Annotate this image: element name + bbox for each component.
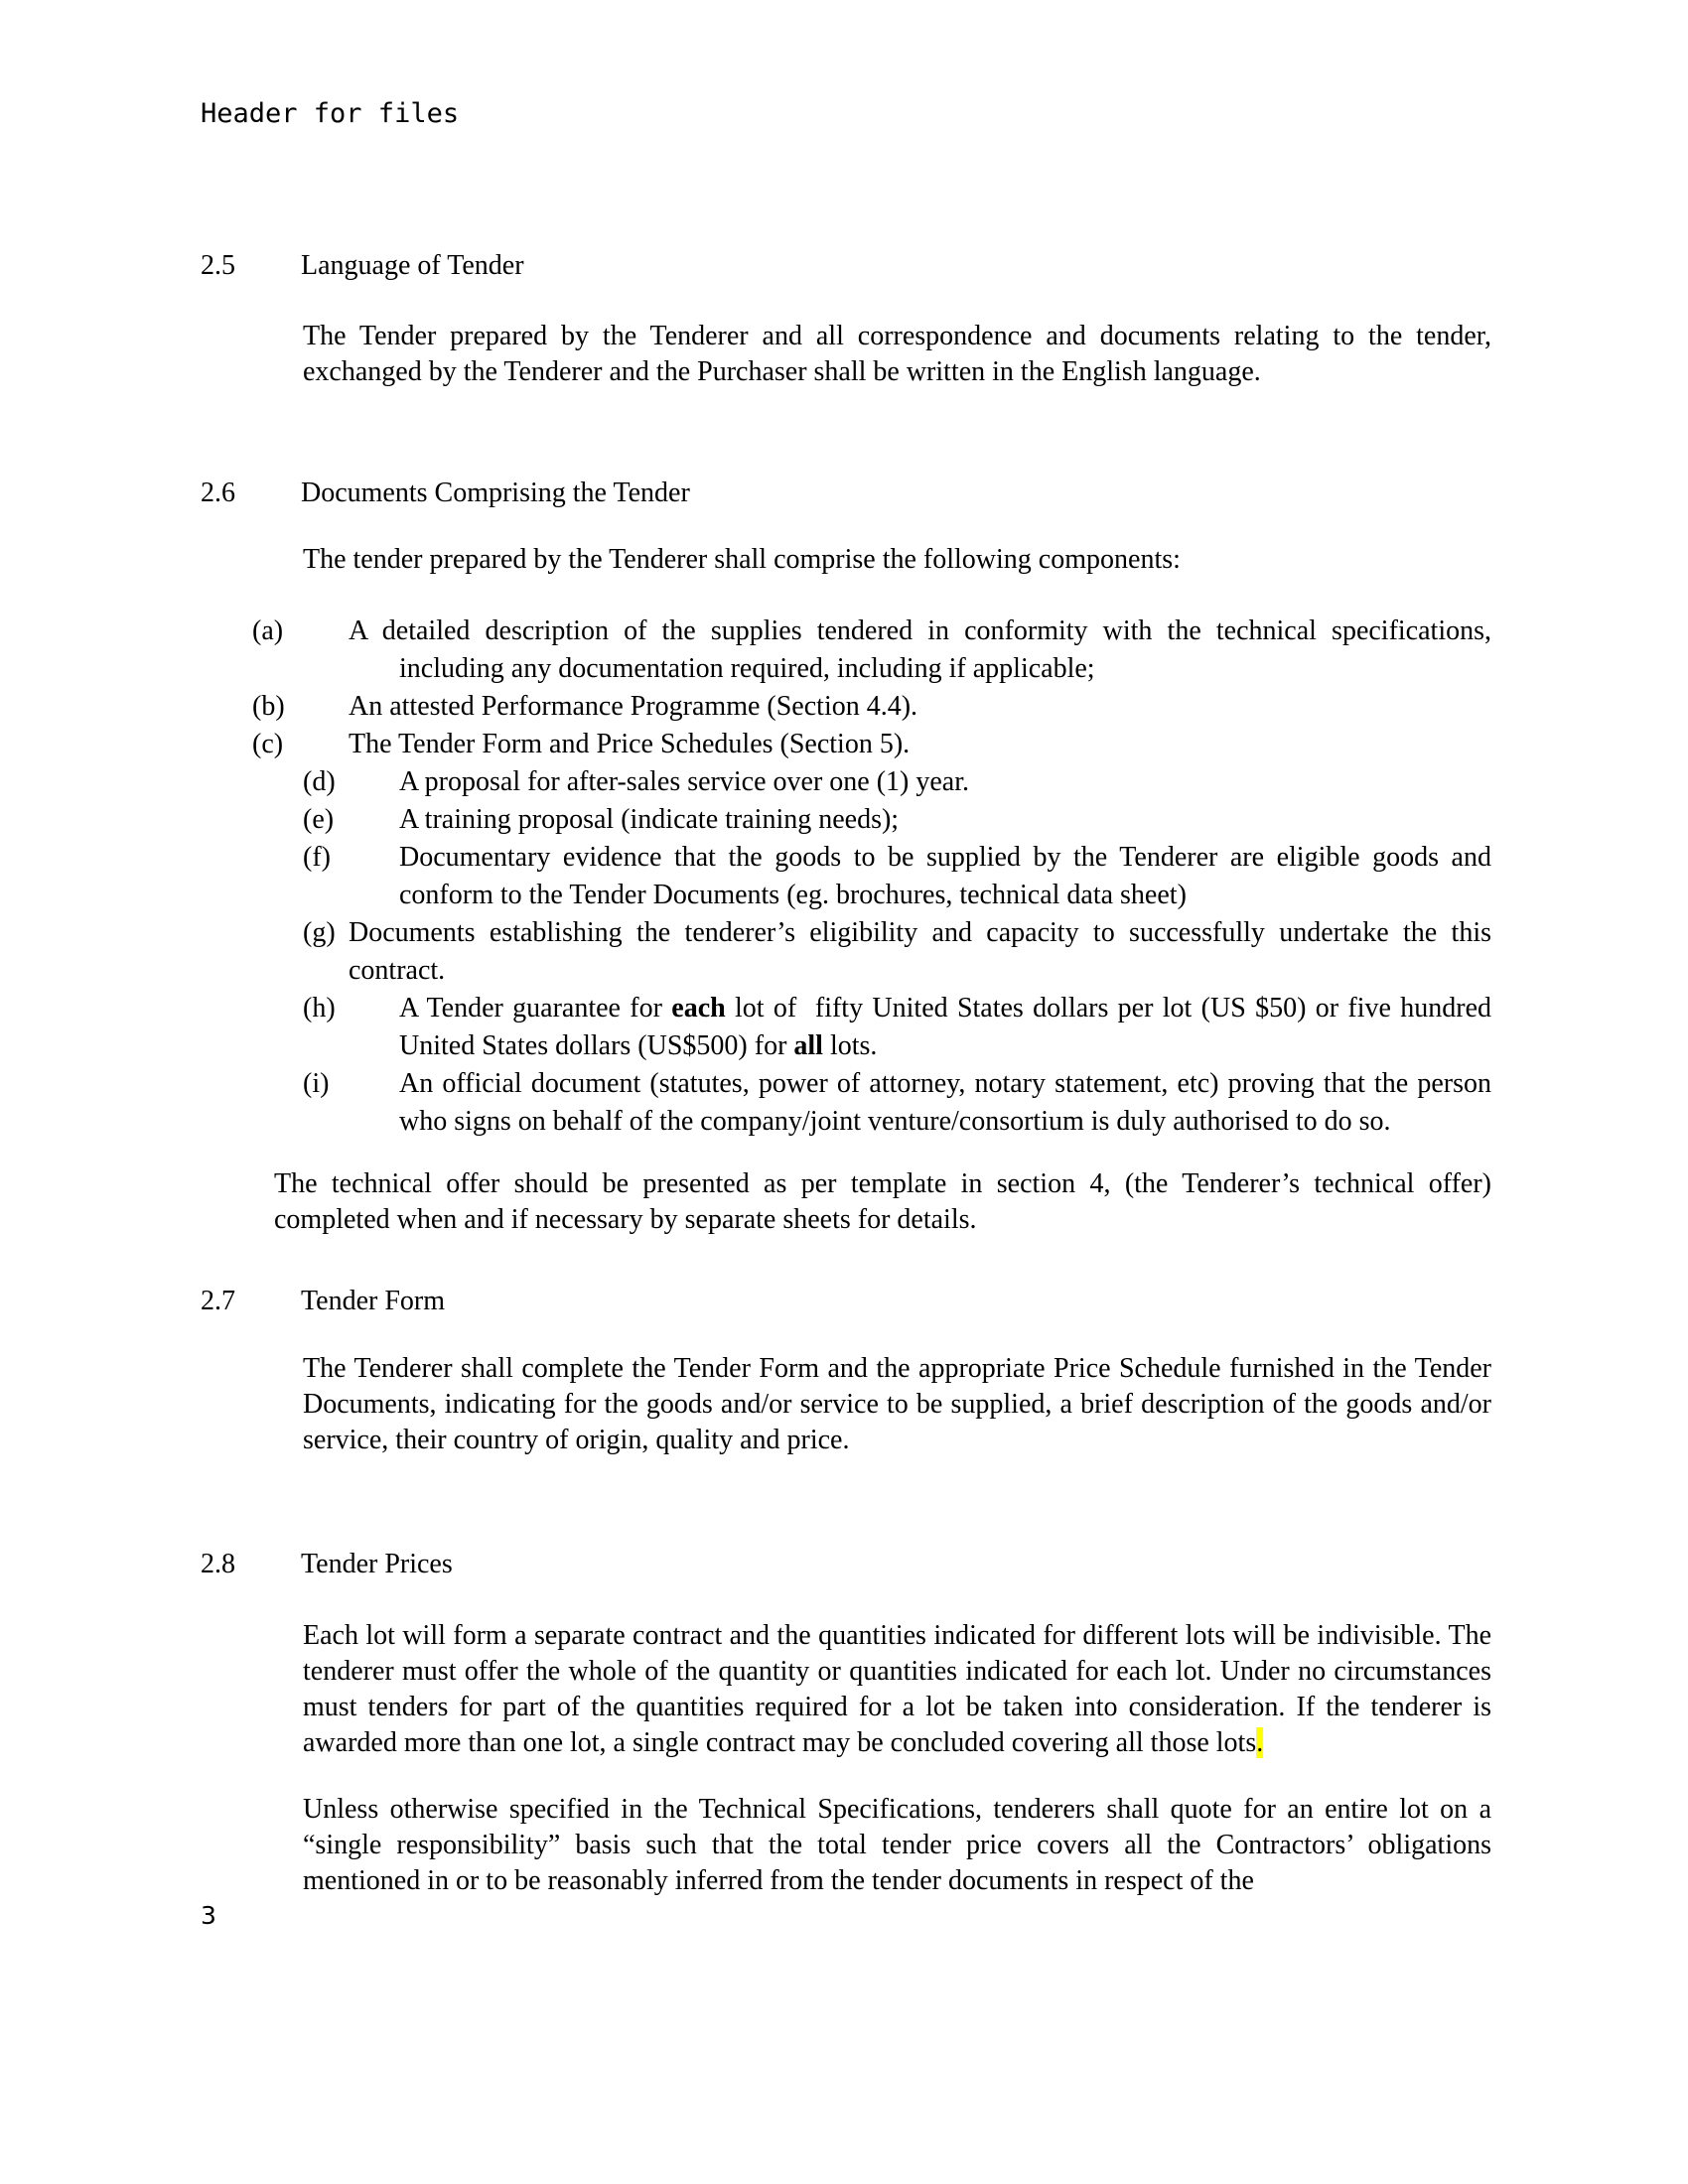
section-title: Tender Form xyxy=(301,1286,446,1316)
section-heading-2-6 xyxy=(201,476,1491,511)
list-item-text: The Tender Form and Price Schedules (Section 5). xyxy=(349,729,911,759)
section-number: 2.5 xyxy=(201,250,235,281)
list-item-text: A detailed description of the supplies tendered in conformity with the technical specifications, including any documentation required, including if applicable; xyxy=(349,615,1491,684)
list-item-i xyxy=(201,1065,1491,1141)
list-item-text: A training proposal (indicate training needs); xyxy=(399,804,900,835)
list-item-d xyxy=(201,763,1491,801)
list-item-marker: (h) xyxy=(303,993,336,1024)
page-number: 3 xyxy=(201,1901,216,1930)
page-header-text: Header for files xyxy=(201,98,460,129)
list-item-h xyxy=(201,990,1491,1065)
list-item-c: (c) The Tender Form and Price Schedules (Section 5). xyxy=(252,729,911,759)
list-item-g xyxy=(201,914,1491,990)
list-item-a: (a) A detailed description of the supplies tendered in conformity with the technical specifications, including any documentation required, including if applicable; xyxy=(252,615,1491,684)
list-item-b: (b) An attested Performance Programme (Section 4.4). xyxy=(252,691,918,722)
technical-offer-paragraph: The technical offer should be presented as per template in section 4, (the Tenderer’s technical offer) completed when and if necessary by separate sheets for details. xyxy=(274,1168,1491,1235)
list-item-text: Documentary evidence that the goods to be supplied by the Tenderer are eligible goods and conform to the Tender Documents (eg. brochures, technical data sheet) xyxy=(399,842,1491,910)
section-body-paragraph: The Tender prepared by the Tenderer and all correspondence and documents relating to the tender, exchanged by the Tenderer and the Purchaser shall be written in the English language. xyxy=(303,321,1491,387)
section-title: Tender Prices xyxy=(301,1549,453,1579)
list-item-marker: (i) xyxy=(303,1068,330,1099)
list-item-text: An attested Performance Programme (Section 4.4). xyxy=(349,691,918,722)
list-item-e xyxy=(201,801,1491,839)
list-item-marker: (g) xyxy=(303,917,336,948)
section-title: Documents Comprising the Tender xyxy=(301,478,690,508)
bold-text: all xyxy=(793,1030,823,1061)
paragraph-text: Each lot will form a separate contract and the quantities indicated for different lots will be indivisible. The tenderer must offer the whole of the quantity or quantities indicated for each lot. Under no circumstances must tenders for part of the quantities required for a lot be taken into consideration. If the tenderer is awarded more than one lot, a single contract may be concluded covering all those lots xyxy=(303,1620,1491,1758)
list-item-text: Documents establishing the tenderer’s eligibility and capacity to successfully undertake the this contract. xyxy=(349,917,1491,986)
section-number: 2.8 xyxy=(201,1549,235,1579)
list-item-text: lot of fifty United States dollars per lot (US $50) or five hundred United States dollars (US$500) for xyxy=(399,993,1491,1061)
tender-components-list xyxy=(201,613,1491,1141)
list-item-text: lots. xyxy=(822,1030,878,1061)
section-heading-2-8 xyxy=(201,1547,1491,1582)
page-content xyxy=(0,99,1688,1931)
list-item-marker: (e) xyxy=(303,804,335,835)
list-item-f xyxy=(201,839,1491,914)
list-item-text: A proposal for after-sales service over one (1) year. xyxy=(399,766,969,797)
section-number: 2.6 xyxy=(201,478,235,508)
list-item-text: A Tender guarantee for xyxy=(399,993,672,1024)
section-body-paragraph: The Tenderer shall complete the Tender Form and the appropriate Price Schedule furnished in the Tender Documents, indicating for the goods and/or service to be supplied, a brief description of the goods and/or service, their country of origin, quality and price. xyxy=(303,1353,1491,1455)
list-item-marker: (f) xyxy=(303,842,331,873)
list-item-text: An official document (statutes, power of attorney, notary statement, etc) proving that the person who signs on behalf of the company/joint venture/consortium is duly authorised to do so. xyxy=(399,1068,1491,1137)
section-heading-2-7 xyxy=(201,1284,1491,1319)
section-intro-paragraph: The tender prepared by the Tenderer shall comprise the following components: xyxy=(303,544,1181,575)
section-body-paragraph: Unless otherwise specified in the Technical Specifications, tenderers shall quote for an entire lot on a “single responsibility” basis such that the total tender price covers all the Contractors’ obligations mentioned in or to be reasonably inferred from the tender documents in respect of the xyxy=(303,1794,1491,1896)
list-item-marker: (d) xyxy=(303,766,336,797)
bold-text: each xyxy=(671,993,726,1024)
highlighted-text: . xyxy=(1256,1727,1264,1758)
section-title: Language of Tender xyxy=(301,250,524,281)
section-heading-2-5 xyxy=(201,248,1491,284)
section-body-paragraph xyxy=(303,1618,1491,1761)
section-number: 2.7 xyxy=(201,1286,235,1316)
